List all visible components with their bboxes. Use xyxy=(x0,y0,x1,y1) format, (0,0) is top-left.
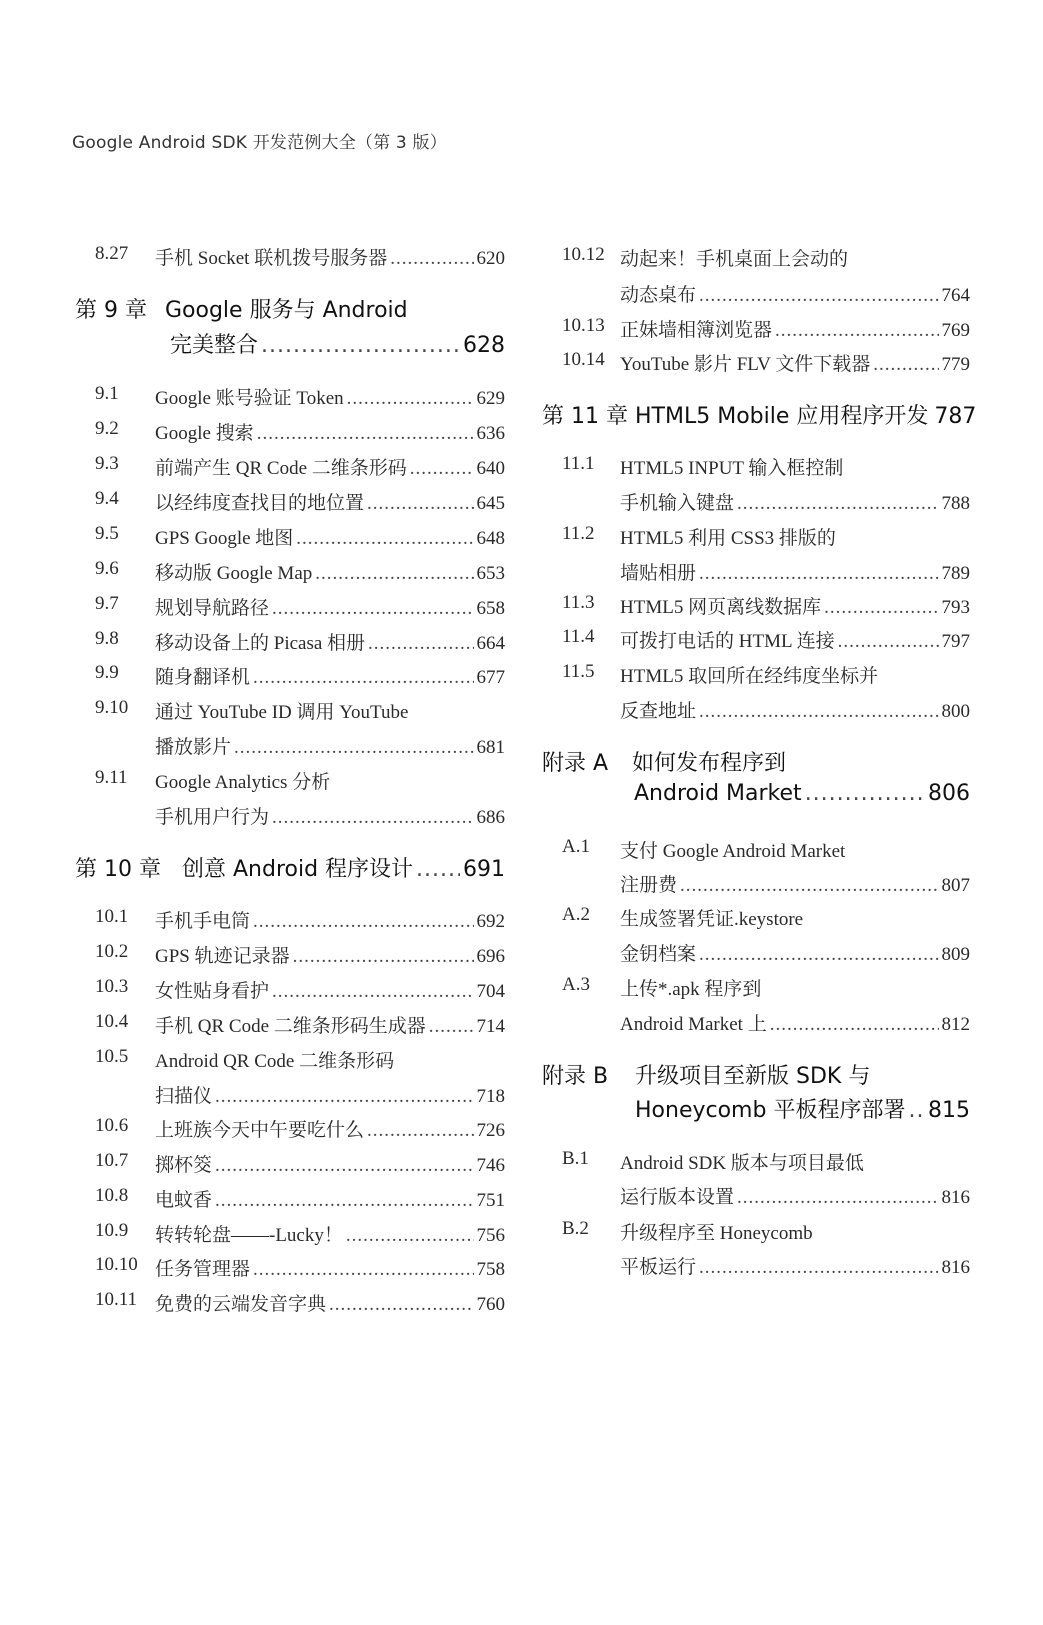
section-title-line xyxy=(155,976,505,1003)
section-number: 10.11 xyxy=(95,1289,138,1310)
section-title-line xyxy=(620,836,970,863)
chapter-number: 附录 B xyxy=(542,1064,609,1089)
page-number: 664 xyxy=(476,633,505,654)
section-title: 移动版 Google Map xyxy=(155,563,313,584)
section-title: 女性贴身看护 xyxy=(155,981,270,1002)
page-number: 797 xyxy=(941,631,970,652)
section-title: 支付 Google Android Market xyxy=(620,841,846,862)
section-title: 移动设备上的 Picasa 相册 xyxy=(155,633,366,654)
section-title-line xyxy=(620,661,970,688)
dot-leader xyxy=(261,333,460,358)
page-number: 758 xyxy=(476,1259,505,1280)
section-title-line xyxy=(620,696,970,723)
section-title-line xyxy=(620,870,970,897)
section-number: 10.14 xyxy=(562,349,605,370)
dot-leader xyxy=(699,1257,938,1279)
page-number: 769 xyxy=(941,320,970,341)
section-title-line xyxy=(620,1148,970,1175)
dot-leader xyxy=(346,1225,474,1247)
section-number: 11.3 xyxy=(562,592,595,613)
dot-leader xyxy=(367,1120,473,1142)
page-number: 751 xyxy=(476,1190,505,1211)
chapter-title-line xyxy=(165,293,505,324)
chapter-title-line xyxy=(635,1093,970,1124)
dot-leader xyxy=(805,781,925,806)
section-number: 10.10 xyxy=(95,1254,138,1275)
section-title-line xyxy=(155,941,505,968)
section-title: 手机用户行为 xyxy=(155,807,270,828)
chapter-number: 第 9 章 xyxy=(75,298,147,323)
section-title-line xyxy=(620,280,970,307)
page-number: 692 xyxy=(476,911,505,932)
chapter-title: Google 服务与 Android xyxy=(165,298,408,323)
section-title: 正妹墙相簿浏览器 xyxy=(620,320,773,341)
dot-leader xyxy=(253,667,473,689)
page-number: 686 xyxy=(476,807,505,828)
dot-leader xyxy=(699,285,938,307)
section-title: 上班族今天中午要吃什么 xyxy=(155,1120,365,1141)
chapter-title-line xyxy=(635,1059,970,1090)
section-number: 9.5 xyxy=(95,523,119,544)
page-number: 779 xyxy=(941,354,970,375)
section-title-line xyxy=(155,453,505,480)
section-title: 生成签署凭证.keystore xyxy=(620,909,804,930)
page-number: 645 xyxy=(476,493,505,514)
dot-leader xyxy=(699,563,938,585)
section-number: 10.13 xyxy=(562,315,605,336)
section-title: 转转轮盘——-Lucky！ xyxy=(155,1225,343,1246)
page-number: 620 xyxy=(476,248,505,269)
page-number: 653 xyxy=(476,563,505,584)
chapter-title: 完美整合 xyxy=(170,333,259,358)
page-number: 629 xyxy=(476,388,505,409)
section-title-line xyxy=(620,939,970,966)
section-title-line xyxy=(155,1289,505,1316)
chapter-title: Android Market xyxy=(634,781,802,806)
page-number: 756 xyxy=(476,1225,505,1246)
section-title-line xyxy=(155,628,505,655)
dot-leader xyxy=(838,631,939,653)
page-number: 800 xyxy=(941,701,970,722)
page-number: 809 xyxy=(941,944,970,965)
dot-leader xyxy=(215,1086,473,1108)
dot-leader xyxy=(272,598,473,620)
chapter-title-line xyxy=(170,328,505,359)
section-title-line xyxy=(155,767,505,794)
page-number: 816 xyxy=(941,1187,970,1208)
section-title-line xyxy=(620,315,970,342)
section-number: 10.3 xyxy=(95,976,129,997)
section-number: B.1 xyxy=(562,1148,589,1169)
section-number: 8.27 xyxy=(95,243,129,264)
dot-leader xyxy=(234,737,473,759)
dot-leader xyxy=(329,1294,473,1316)
page-number: 807 xyxy=(941,875,970,896)
section-number: 10.1 xyxy=(95,906,129,927)
page-number: 812 xyxy=(941,1014,970,1035)
section-title-line xyxy=(155,1254,505,1281)
dot-leader xyxy=(908,1098,925,1123)
page-number: 648 xyxy=(476,528,505,549)
section-title-line xyxy=(155,593,505,620)
section-title-line xyxy=(620,453,970,480)
page-number: 714 xyxy=(476,1016,505,1037)
section-title-line xyxy=(620,558,970,585)
section-title: 手机 QR Code 二维条形码生成器 xyxy=(155,1016,426,1037)
section-title: 随身翻译机 xyxy=(155,667,251,688)
section-title: 手机 Socket 联机拨号服务器 xyxy=(155,248,388,269)
section-title: 手机手电筒 xyxy=(155,911,251,932)
chapter-title-line xyxy=(182,852,505,883)
page-number: 816 xyxy=(941,1257,970,1278)
section-title: GPS Google 地图 xyxy=(155,528,294,549)
section-title-line xyxy=(155,1011,505,1038)
section-title: 可拨打电话的 HTML 连接 xyxy=(620,631,835,652)
section-title: YouTube 影片 FLV 文件下载器 xyxy=(620,354,871,375)
section-title-line xyxy=(155,1046,505,1073)
section-title-line xyxy=(155,662,505,689)
section-title-line xyxy=(155,1220,505,1247)
section-title-line xyxy=(620,1218,970,1245)
page-number: 681 xyxy=(476,737,505,758)
section-number: 9.11 xyxy=(95,767,128,788)
section-number: A.1 xyxy=(562,836,590,857)
chapter-title: 升级项目至新版 SDK 与 xyxy=(635,1064,871,1089)
page-number: 787 xyxy=(934,404,977,429)
running-header: Google Android SDK 开发范例大全（第 3 版） xyxy=(72,133,447,153)
dot-leader xyxy=(416,857,460,882)
dot-leader xyxy=(680,875,938,897)
section-title: 手机输入键盘 xyxy=(620,493,735,514)
section-number: 10.5 xyxy=(95,1046,129,1067)
section-number: 10.9 xyxy=(95,1220,129,1241)
section-number: 10.12 xyxy=(562,244,605,265)
section-title: 通过 YouTube ID 调用 YouTube xyxy=(155,702,409,723)
section-title: 播放影片 xyxy=(155,737,232,758)
page-number: 806 xyxy=(928,781,970,806)
dot-leader xyxy=(429,1016,474,1038)
section-title-line xyxy=(155,488,505,515)
section-title: 上传*.apk 程序到 xyxy=(620,979,762,1000)
section-number: 11.4 xyxy=(562,626,595,647)
page-number: 788 xyxy=(941,493,970,514)
section-title-line xyxy=(620,1182,970,1209)
section-number: 9.1 xyxy=(95,383,119,404)
section-title-line xyxy=(620,974,970,1001)
dot-leader xyxy=(699,944,938,966)
section-number: A.3 xyxy=(562,974,590,995)
section-number: 9.10 xyxy=(95,697,129,718)
section-title-line xyxy=(620,592,970,619)
section-title-line xyxy=(620,904,970,931)
section-title-line xyxy=(155,243,505,270)
section-title: 前端产生 QR Code 二维条形码 xyxy=(155,458,407,479)
section-title: 墙贴相册 xyxy=(620,563,697,584)
dot-leader xyxy=(368,633,473,655)
section-number: 9.2 xyxy=(95,418,119,439)
chapter-number: 第 10 章 xyxy=(75,857,161,882)
section-title: HTML5 取回所在经纬度坐标并 xyxy=(620,666,879,687)
dot-leader xyxy=(699,701,938,723)
section-title: 任务管理器 xyxy=(155,1259,251,1280)
section-title-line xyxy=(155,1081,505,1108)
dot-leader xyxy=(215,1155,473,1177)
dot-leader xyxy=(347,388,474,410)
section-title-line xyxy=(620,349,970,376)
section-title: 免费的云端发音字典 xyxy=(155,1294,327,1315)
section-title-line xyxy=(155,906,505,933)
section-title-line xyxy=(155,697,505,724)
dot-leader xyxy=(775,320,938,342)
section-number: 11.1 xyxy=(562,453,595,474)
section-title: 规划导航路径 xyxy=(155,598,270,619)
page-number: 658 xyxy=(476,598,505,619)
section-title: 以经纬度查找目的地位置 xyxy=(155,493,365,514)
section-title: 电蚊香 xyxy=(155,1190,213,1211)
section-title-line xyxy=(155,802,505,829)
section-title: 升级程序至 Honeycomb xyxy=(620,1223,813,1244)
page-number: 636 xyxy=(476,423,505,444)
dot-leader xyxy=(257,423,474,445)
dot-leader xyxy=(215,1190,473,1212)
page-number: 691 xyxy=(463,857,505,882)
page-number: 704 xyxy=(476,981,505,1002)
section-title-line xyxy=(155,1115,505,1142)
dot-leader xyxy=(296,528,473,550)
chapter-title: HTML5 Mobile 应用程序开发 xyxy=(635,404,929,429)
section-title-line xyxy=(155,558,505,585)
section-title: 动态桌布 xyxy=(620,285,697,306)
page-number: 628 xyxy=(463,333,505,358)
chapter-title: Honeycomb 平板程序部署 xyxy=(635,1098,906,1123)
chapter-title: 创意 Android 程序设计 xyxy=(182,857,414,882)
dot-leader xyxy=(824,597,938,619)
section-title: Google 账号验证 Token xyxy=(155,388,344,409)
chapter-title: 如何发布程序到 xyxy=(632,751,787,776)
section-title-line xyxy=(620,626,970,653)
section-title-line xyxy=(155,1150,505,1177)
section-title-line xyxy=(155,732,505,759)
section-title-line xyxy=(620,1009,970,1036)
dot-leader xyxy=(293,946,474,968)
chapter-number: 第 11 章 xyxy=(542,404,628,429)
section-number: 9.8 xyxy=(95,628,119,649)
section-number: 10.8 xyxy=(95,1185,129,1206)
section-title-line xyxy=(155,383,505,410)
page-number: 726 xyxy=(476,1120,505,1141)
section-title: Android QR Code 二维条形码 xyxy=(155,1051,395,1072)
section-number: 10.7 xyxy=(95,1150,129,1171)
section-title-line xyxy=(620,1252,970,1279)
section-title: 运行版本设置 xyxy=(620,1187,735,1208)
page-number: 815 xyxy=(928,1098,970,1123)
dot-leader xyxy=(272,981,473,1003)
page-number: 793 xyxy=(941,597,970,618)
section-title: 扫描仪 xyxy=(155,1086,213,1107)
dot-leader xyxy=(873,354,938,376)
section-number: 10.6 xyxy=(95,1115,129,1136)
section-number: A.2 xyxy=(562,904,590,925)
section-number: 11.2 xyxy=(562,523,595,544)
section-title: 平板运行 xyxy=(620,1257,697,1278)
section-number: 10.4 xyxy=(95,1011,129,1032)
dot-leader xyxy=(410,458,474,480)
page-number: 764 xyxy=(941,285,970,306)
section-title: 金钥档案 xyxy=(620,944,697,965)
section-title: 掷杯筊 xyxy=(155,1155,213,1176)
section-number: 9.9 xyxy=(95,662,119,683)
dot-leader xyxy=(253,911,473,933)
page-number: 760 xyxy=(476,1294,505,1315)
section-number: 9.4 xyxy=(95,488,119,509)
chapter-title-line xyxy=(635,399,977,430)
page-number: 640 xyxy=(476,458,505,479)
section-title-line xyxy=(620,244,970,271)
section-title-line xyxy=(620,523,970,550)
section-title: 动起来！手机桌面上会动的 xyxy=(620,249,849,270)
section-title: Android Market 上 xyxy=(620,1014,767,1035)
section-title: Google 搜索 xyxy=(155,423,254,444)
section-number: B.2 xyxy=(562,1218,589,1239)
section-title-line xyxy=(155,1185,505,1212)
section-title: 反查地址 xyxy=(620,701,697,722)
section-number: 9.3 xyxy=(95,453,119,474)
section-title: HTML5 网页离线数据库 xyxy=(620,597,822,618)
section-number: 9.6 xyxy=(95,558,119,579)
dot-leader xyxy=(770,1014,939,1036)
dot-leader xyxy=(737,1187,938,1209)
section-title-line xyxy=(155,523,505,550)
section-number: 10.2 xyxy=(95,941,129,962)
dot-leader xyxy=(315,563,473,585)
chapter-number: 附录 A xyxy=(542,751,609,776)
section-title: 注册费 xyxy=(620,875,678,896)
dot-leader xyxy=(737,493,938,515)
page-number: 696 xyxy=(476,946,505,967)
page-number: 677 xyxy=(476,667,505,688)
page-number: 746 xyxy=(476,1155,505,1176)
chapter-title-line xyxy=(632,746,970,777)
section-title: Android SDK 版本与项目最低 xyxy=(620,1153,864,1174)
dot-leader xyxy=(253,1259,473,1281)
section-title: HTML5 INPUT 输入框控制 xyxy=(620,458,844,479)
dot-leader xyxy=(367,493,473,515)
section-title-line xyxy=(620,488,970,515)
section-number: 9.7 xyxy=(95,593,119,614)
dot-leader xyxy=(390,248,473,270)
page-number: 718 xyxy=(476,1086,505,1107)
section-title-line xyxy=(155,418,505,445)
section-title: GPS 轨迹记录器 xyxy=(155,946,290,967)
chapter-title-line xyxy=(634,781,970,806)
page-number: 789 xyxy=(941,563,970,584)
section-title: Google Analytics 分析 xyxy=(155,772,331,793)
dot-leader xyxy=(272,807,473,829)
section-title: HTML5 利用 CSS3 排版的 xyxy=(620,528,836,549)
section-number: 11.5 xyxy=(562,661,595,682)
